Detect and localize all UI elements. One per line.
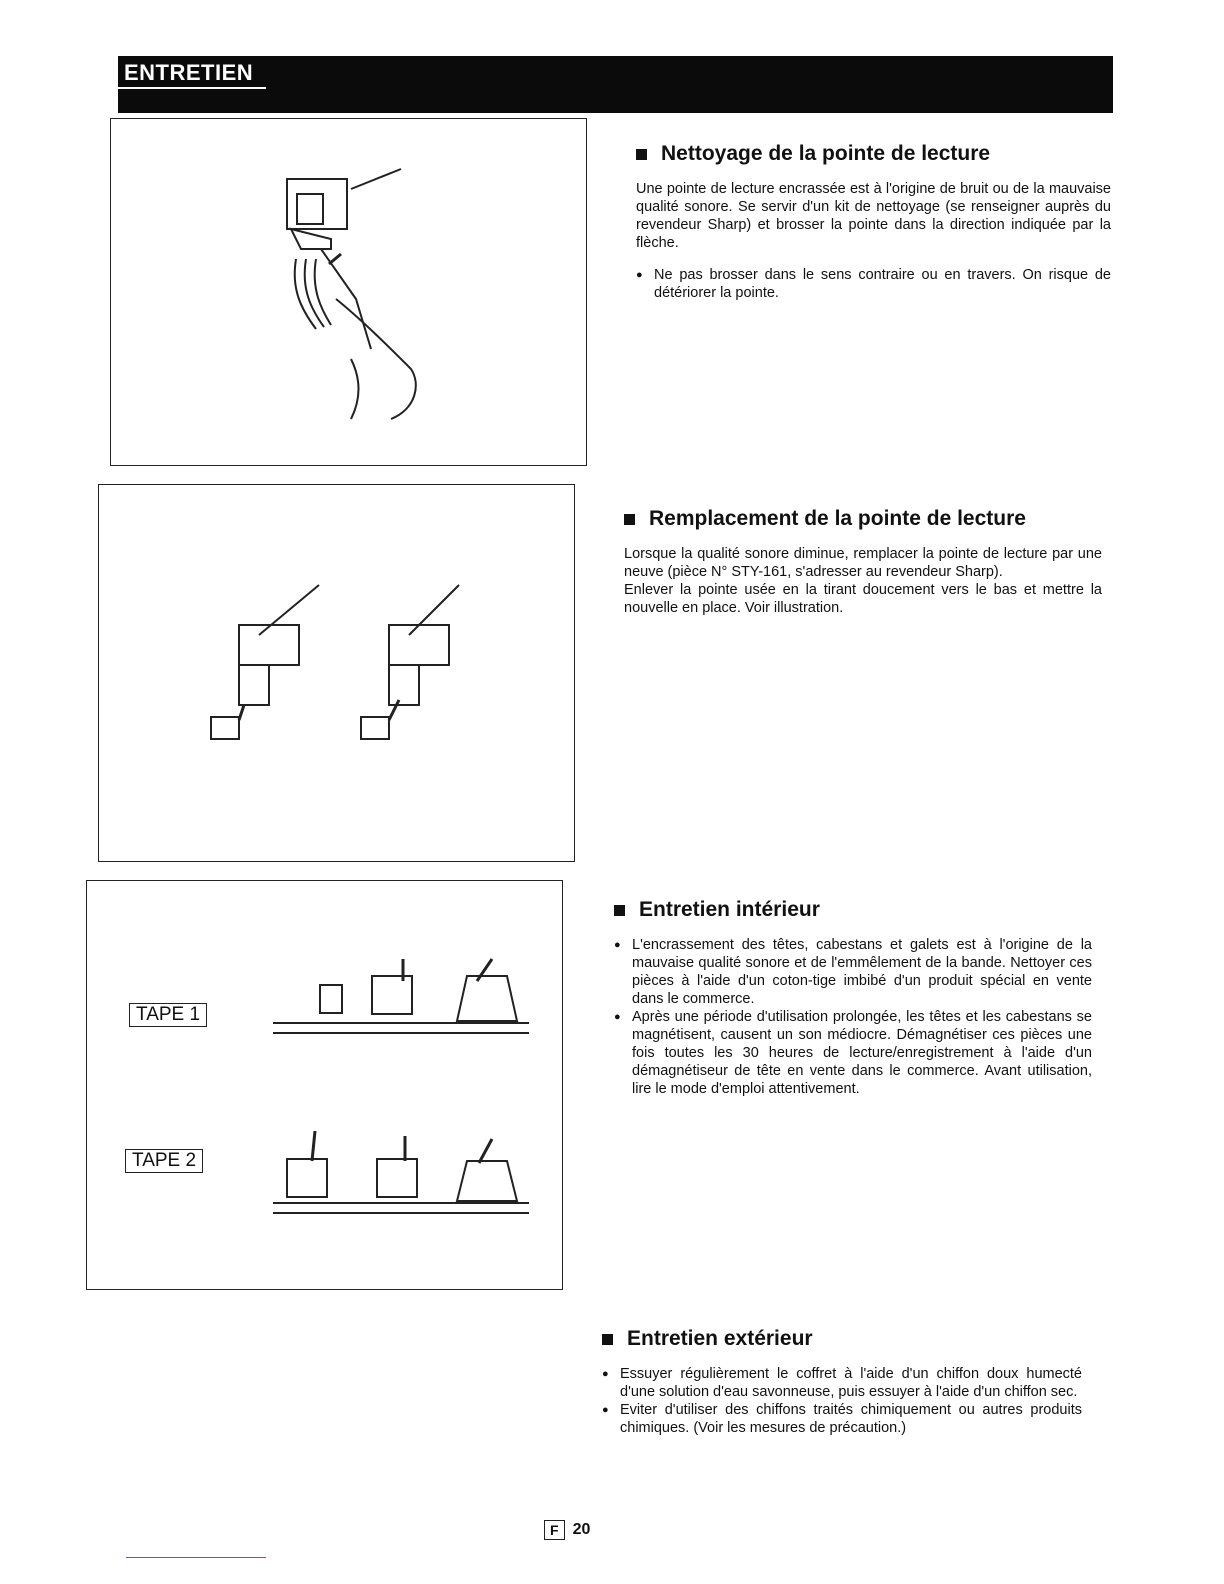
square-bullet-icon <box>636 149 647 160</box>
section-title: Entretien extérieur <box>602 1327 1082 1351</box>
square-bullet-icon <box>624 514 635 525</box>
erase-head-1 <box>320 985 342 1013</box>
section-title: Entretien intérieur <box>614 898 1092 922</box>
paragraph: Enlever la pointe usée en la tirant doucement vers le bas et mettre la nouvelle en place. Voir illustration. <box>624 582 1102 616</box>
headshell-right <box>389 625 449 665</box>
down-arrow <box>239 705 244 720</box>
rec-play-head-2a <box>287 1159 327 1197</box>
tonearm-line <box>351 169 401 189</box>
section-title: Nettoyage de la pointe de lecture <box>636 142 1111 166</box>
page-title: ENTRETIEN <box>118 56 266 89</box>
hand-outline <box>336 299 416 419</box>
section-exterior-care <box>602 1327 1082 1437</box>
stylus-cleaning-illustration <box>110 118 587 466</box>
section-stylus-cleaning <box>636 142 1111 302</box>
paragraph: Une pointe de lecture encrassée est à l'origine de bruit ou de la mauvaise qualité sonore. Se servir d'un kit de nettoyage (se renseigner auprès du revendeur Sharp) et brosser la pointe dans la direction indiquée par la flèche. <box>636 181 1111 251</box>
list-item: ● Après une période d'utilisation prolongée, les têtes et les cabestans se magnétisent, causent un son médiocre. Démagnétiser ces pièces une fois toutes les 30 heures de lecture/enregistrement à l'aide d'un démagnétiseur de tête en vente dans le commerce. Avant utilisation, lire le mode d'emploi attentivement. <box>614 1008 1092 1098</box>
paragraph: Lorsque la qualité sonore diminue, remplacer la pointe de lecture par une neuve (pièce N° STY-161, s'adresser au revendeur Sharp). <box>624 546 1102 580</box>
tape-heads-illustration <box>86 880 563 1290</box>
up-arrow <box>389 700 399 720</box>
direction-arrow <box>329 254 341 264</box>
section-title: Remplacement de la pointe de lecture <box>624 507 1102 531</box>
divider <box>126 1557 266 1558</box>
stylus-right <box>361 717 389 739</box>
list-item: ● Essuyer régulièrement le coffret à l'aide d'un chiffon doux humecté d'une solution d'eau savonneuse, puis essuyer à l'aide d'un chiffon sec. <box>602 1365 1082 1401</box>
square-bullet-icon <box>602 1334 613 1345</box>
rec-play-head-2b <box>377 1159 417 1197</box>
list-item: ● Eviter d'utiliser des chiffons traités chimiquement ou autres produits chimiques. (Voir les mesures de précaution.) <box>602 1401 1082 1437</box>
list-item: ● L'encrassement des têtes, cabestans et galets est à l'origine de la mauvaise qualité sonore et de l'emmêlement de la bande. Nettoyer ces pièces à l'aide d'un coton-tige imbibé d'un produit spécial en vente dans le commerce. <box>614 936 1092 1008</box>
bullet-list <box>602 1365 1082 1437</box>
capstan-2 <box>457 1161 517 1201</box>
language-badge: F <box>544 1520 565 1540</box>
stylus-left <box>211 717 239 739</box>
brush-handle <box>321 249 371 349</box>
bullet-list <box>636 266 1111 302</box>
rec-play-head-1 <box>372 976 412 1014</box>
tape-2-label: TAPE 2 <box>125 1149 203 1173</box>
list-item: ● Ne pas brosser dans le sens contraire ou en travers. On risque de détériorer la pointe. <box>636 266 1111 302</box>
headshell-left <box>239 625 299 665</box>
page-footer <box>544 1520 590 1540</box>
header-bar <box>118 56 1113 113</box>
capstan-1 <box>457 976 517 1021</box>
bullet-list <box>614 936 1092 1098</box>
page-number: 20 <box>572 1521 591 1538</box>
stylus-replacement-illustration <box>98 484 575 862</box>
section-interior-care <box>614 898 1092 1098</box>
section-stylus-replacement <box>624 507 1102 617</box>
tape-1-label: TAPE 1 <box>129 1003 207 1027</box>
square-bullet-icon <box>614 905 625 916</box>
